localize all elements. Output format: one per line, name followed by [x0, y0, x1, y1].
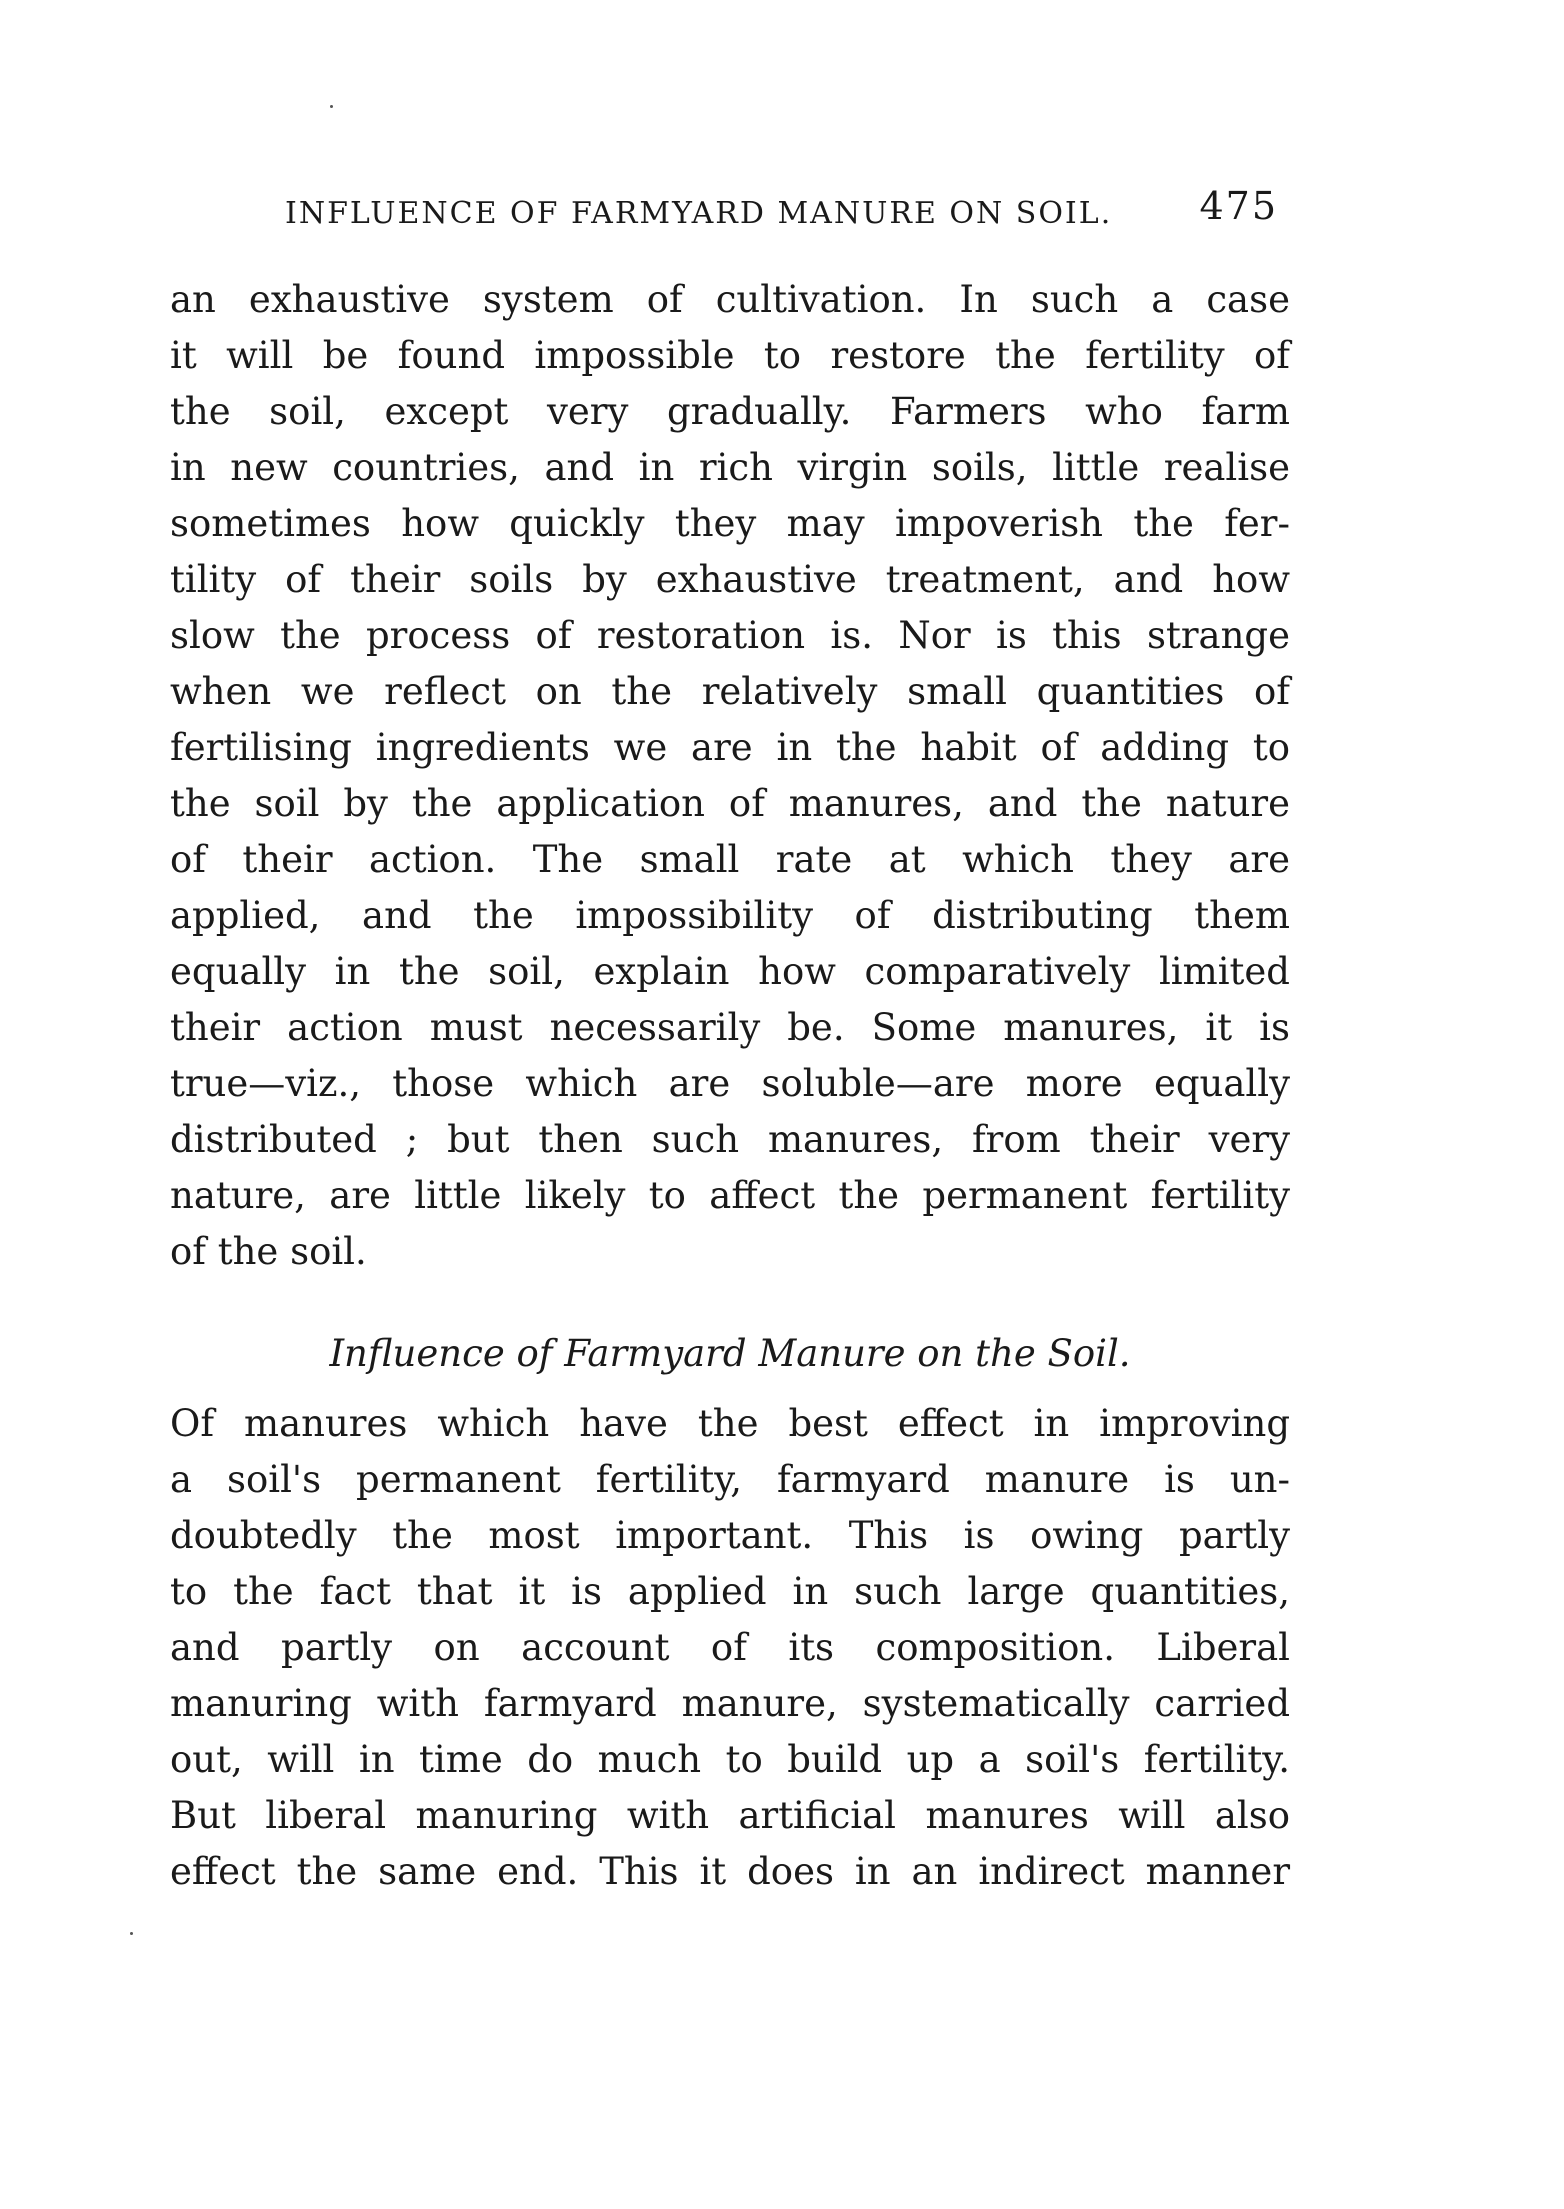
paragraph-1-line: tility of their soils by exhaustive treatment, and how — [170, 558, 1290, 601]
paragraph-1-line: slow the process of restoration is. Nor is this strange — [170, 614, 1290, 657]
paragraph-2-line: But liberal manuring with artificial manures will also — [170, 1794, 1290, 1837]
paragraph-1-line: the soil by the application of manures, and the nature — [170, 782, 1290, 825]
paragraph-2-line: manuring with farmyard manure, systematically carried — [170, 1682, 1290, 1725]
paragraph-1-line: distributed ; but then such manures, from their very — [170, 1118, 1290, 1161]
paragraph-2-line: a soil's permanent fertility, farmyard manure is un- — [170, 1458, 1290, 1501]
paragraph-2-line: and partly on account of its composition. Liberal — [170, 1626, 1290, 1669]
paragraph-1-line: an exhaustive system of cultivation. In such a case — [170, 278, 1290, 321]
paragraph-1-line: equally in the soil, explain how comparatively limited — [170, 950, 1290, 993]
paragraph-1-line: the soil, except very gradually. Farmers who farm — [170, 390, 1290, 433]
page-number: 475 — [1199, 184, 1278, 228]
paragraph-2-line: to the fact that it is applied in such large quantities, — [170, 1570, 1290, 1613]
paragraph-1-line: fertilising ingredients we are in the habit of adding to — [170, 726, 1290, 769]
scan-speck — [330, 105, 333, 108]
paragraph-1-line: applied, and the impossibility of distributing them — [170, 894, 1290, 937]
paragraph-1-line: when we reflect on the relatively small quantities of — [170, 670, 1290, 713]
section-heading: Influence of Farmyard Manure on the Soil. — [329, 1332, 1131, 1375]
paragraph-1-line: nature, are little likely to affect the permanent fertility — [170, 1174, 1290, 1217]
paragraph-1-line: in new countries, and in rich virgin soils, little realise — [170, 446, 1290, 489]
paragraph-2-line: effect the same end. This it does in an indirect manner — [170, 1850, 1290, 1893]
scan-speck — [130, 1932, 133, 1935]
paragraph-1-line: it will be found impossible to restore the fertility of — [170, 334, 1290, 377]
paragraph-1-line: sometimes how quickly they may impoverish the fer- — [170, 502, 1290, 545]
running-head: INFLUENCE OF FARMYARD MANURE ON SOIL. — [285, 196, 1113, 231]
page-header — [170, 184, 1290, 244]
paragraph-1-line: true—viz., those which are soluble—are more equally — [170, 1062, 1290, 1105]
paragraph-1-line: of the soil. — [170, 1230, 367, 1273]
paragraph-2-line: out, will in time do much to build up a soil's fertility. — [170, 1738, 1290, 1781]
paragraph-2-line: doubtedly the most important. This is owing partly — [170, 1514, 1290, 1557]
paragraph-2-line: Of manures which have the best effect in improving — [170, 1402, 1290, 1445]
paragraph-1-line: of their action. The small rate at which they are — [170, 838, 1290, 881]
paragraph-1-line: their action must necessarily be. Some manures, it is — [170, 1006, 1290, 1049]
